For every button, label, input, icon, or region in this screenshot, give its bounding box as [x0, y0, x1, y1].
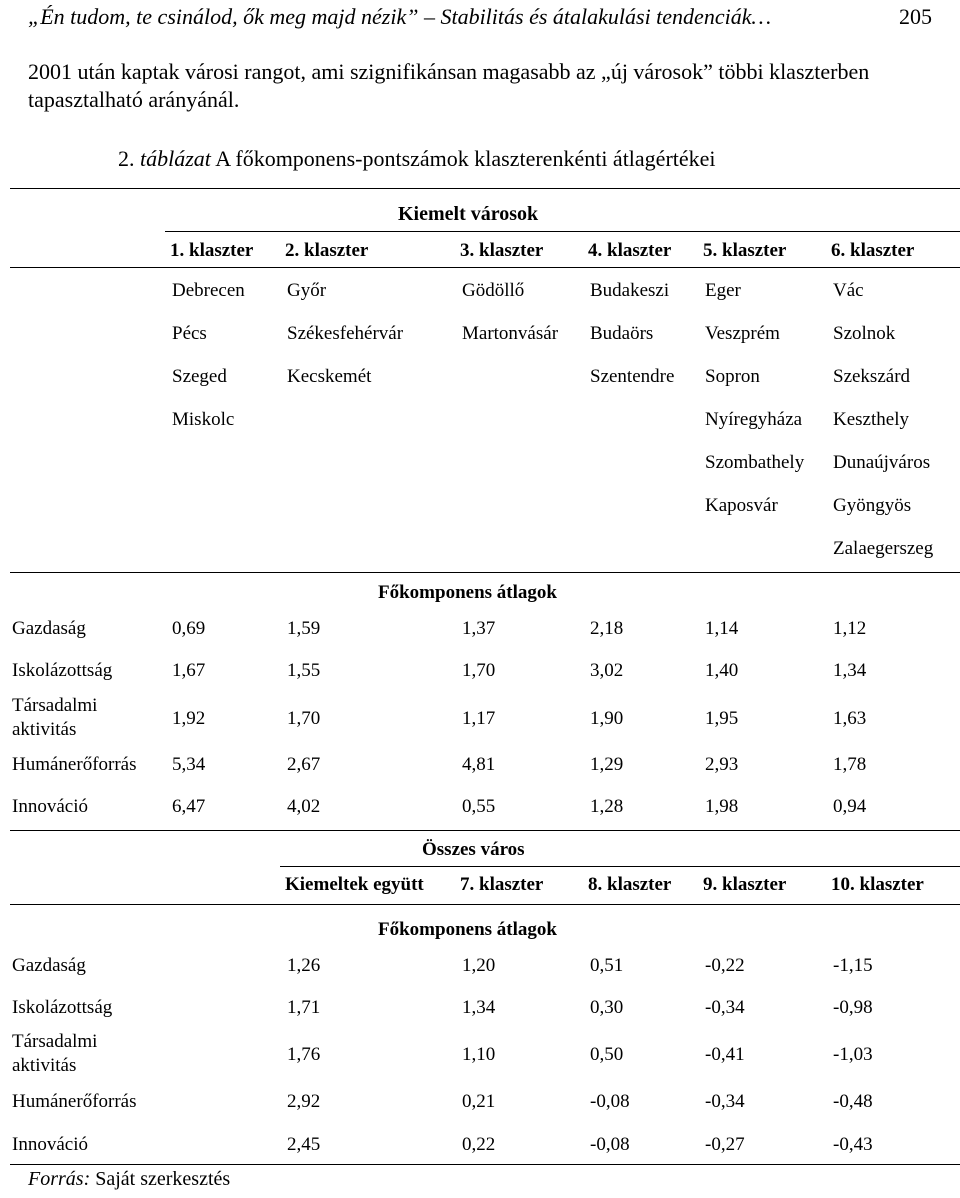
table-cell: 1,12: [833, 618, 867, 639]
table-cell: 1,29: [590, 754, 624, 775]
town-name: Székesfehérvár: [287, 323, 404, 344]
row-label: Innováció: [12, 1134, 88, 1155]
page-number: 205: [899, 4, 932, 29]
table-cell: -0,08: [590, 1091, 630, 1112]
table-cell: 0,51: [590, 955, 624, 976]
table-cell: 1,14: [705, 618, 739, 639]
town-name: Keszthely: [833, 409, 909, 430]
row-label: aktivitás: [12, 1055, 77, 1076]
table-cell: 1,98: [705, 796, 739, 817]
table-cell: -0,43: [833, 1134, 873, 1155]
table-cell: -0,34: [705, 1091, 745, 1112]
town-name: Miskolc: [172, 409, 235, 430]
table-cell: 1,10: [462, 1044, 496, 1065]
row-label: Iskolázottság: [12, 660, 113, 681]
row-label: Iskolázottság: [12, 997, 113, 1018]
row-label: aktivitás: [12, 719, 77, 740]
table-cell: -0,27: [705, 1134, 745, 1155]
caption-text: A főkomponens-pontszámok klaszterenkénti átlagértékei: [210, 146, 716, 171]
table-cell: 1,67: [172, 660, 206, 681]
town-name: Martonvásár: [462, 323, 559, 344]
row-label: Humánerőforrás: [12, 1091, 137, 1112]
table-cell: 2,93: [705, 754, 739, 775]
table-cell: 2,45: [287, 1134, 321, 1155]
cluster-header: 9. klaszter: [703, 874, 787, 895]
cluster-header: 4. klaszter: [588, 240, 672, 261]
running-header: [28, 4, 932, 34]
running-title: „Én tudom, te csinálod, ők meg majd nézik” – Stabilitás és átalakulási tendenciák…: [28, 4, 772, 29]
table-cell: 0,55: [462, 796, 496, 817]
town-name: Kecskemét: [287, 366, 372, 387]
table-cell: 1,63: [833, 708, 867, 729]
table-cell: 2,18: [590, 618, 624, 639]
town-name: Budaörs: [590, 323, 654, 344]
table-cell: 1,20: [462, 955, 496, 976]
town-name: Gyöngyös: [833, 495, 912, 516]
table-cell: 2,92: [287, 1091, 321, 1112]
town-name: Eger: [705, 280, 741, 301]
source-label: Forrás:: [28, 1168, 91, 1190]
table-cell: 6,47: [172, 796, 206, 817]
town-name: Pécs: [172, 323, 207, 344]
cluster-header: 7. klaszter: [460, 874, 544, 895]
town-name: Budakeszi: [590, 280, 670, 301]
table-cell: 1,59: [287, 618, 321, 639]
table-rule: [165, 231, 960, 232]
table-cell: -0,34: [705, 997, 745, 1018]
caption-label: táblázat: [140, 146, 211, 171]
cluster-header: Kiemeltek együtt: [285, 874, 424, 895]
row-label: Társadalmi: [12, 695, 98, 716]
table-cell: 0,94: [833, 796, 867, 817]
table-cell: -0,08: [590, 1134, 630, 1155]
section-title-kiemelt: Kiemelt városok: [398, 203, 539, 225]
table-cell: -0,22: [705, 955, 745, 976]
cluster-header: 2. klaszter: [285, 240, 369, 261]
subtitle-fokomponens: Főkomponens átlagok: [378, 582, 557, 603]
table-cell: 1,37: [462, 618, 496, 639]
table-cell: 0,30: [590, 997, 624, 1018]
row-label: Gazdaság: [12, 955, 86, 976]
cluster-header: 6. klaszter: [831, 240, 915, 261]
source-text: Saját szerkesztés: [90, 1168, 231, 1190]
table-cell: 1,34: [462, 997, 496, 1018]
row-label: Gazdaság: [12, 618, 86, 639]
table-cell: -0,98: [833, 997, 873, 1018]
table-rule: [10, 904, 960, 905]
table-cell: 1,55: [287, 660, 321, 681]
table-cell: 1,17: [462, 708, 496, 729]
town-name: Szombathely: [705, 452, 805, 473]
table-rule: [10, 267, 960, 268]
town-name: Szolnok: [833, 323, 896, 344]
table-rule: [10, 1164, 960, 1165]
intro-paragraph: 2001 után kaptak városi rangot, ami szignifikánsan magasabb az „új városok” többi klaszterben tapasztalható arányánál.: [28, 59, 870, 112]
table-cell: 1,70: [287, 708, 321, 729]
table-cell: 5,34: [172, 754, 206, 775]
table-cell: -1,15: [833, 955, 873, 976]
section-title-osszes: Összes város: [422, 839, 525, 860]
cluster-header: 1. klaszter: [170, 240, 254, 261]
town-name: Szentendre: [590, 366, 675, 387]
table-cell: 1,71: [287, 997, 321, 1018]
table-rule: [10, 572, 960, 573]
table-caption: [118, 146, 716, 172]
row-label: Társadalmi: [12, 1031, 98, 1052]
cluster-header: 8. klaszter: [588, 874, 672, 895]
table-cell: 3,02: [590, 660, 624, 681]
table-cell: 1,34: [833, 660, 867, 681]
row-label: Innováció: [12, 796, 88, 817]
table-cell: 0,69: [172, 618, 206, 639]
town-name: Vác: [833, 280, 864, 301]
town-name: Győr: [287, 280, 327, 301]
table-cell: 4,81: [462, 754, 496, 775]
town-name: Szeged: [172, 366, 227, 387]
row-label: Humánerőforrás: [12, 754, 137, 775]
table-rule: [10, 188, 960, 189]
table-cell: 0,50: [590, 1044, 624, 1065]
table-cell: 1,95: [705, 708, 739, 729]
cluster-header: 10. klaszter: [831, 874, 924, 895]
table-cell: 1,26: [287, 955, 321, 976]
town-name: Gödöllő: [462, 280, 525, 301]
cluster-header: 5. klaszter: [703, 240, 787, 261]
table-cell: 1,92: [172, 708, 206, 729]
table-cell: 0,22: [462, 1134, 496, 1155]
table-cell: 0,21: [462, 1091, 496, 1112]
town-name: Szekszárd: [833, 366, 911, 387]
town-name: Veszprém: [705, 323, 780, 344]
town-name: Nyíregyháza: [705, 409, 803, 430]
table-cell: -0,48: [833, 1091, 873, 1112]
subtitle-fokomponens: Főkomponens átlagok: [378, 919, 557, 940]
town-name: Dunaújváros: [833, 452, 931, 473]
town-name: Sopron: [705, 366, 760, 387]
table-cell: 1,78: [833, 754, 867, 775]
town-name: Zalaegerszeg: [833, 538, 934, 559]
table-source: [28, 1168, 230, 1191]
table-cell: 1,70: [462, 660, 496, 681]
cluster-header: 3. klaszter: [460, 240, 544, 261]
table-cell: 1,28: [590, 796, 624, 817]
table-rule: [10, 830, 960, 831]
town-name: Debrecen: [172, 280, 245, 301]
table-cell: 1,76: [287, 1044, 321, 1065]
town-name: Kaposvár: [705, 495, 778, 516]
table-cell: -0,41: [705, 1044, 745, 1065]
table-cell: 4,02: [287, 796, 321, 817]
table-rule: [280, 866, 960, 867]
table-cell: 1,90: [590, 708, 624, 729]
table-cell: 2,67: [287, 754, 321, 775]
table-cell: -1,03: [833, 1044, 873, 1065]
caption-number: 2.: [118, 146, 140, 171]
table-cell: 1,40: [705, 660, 739, 681]
